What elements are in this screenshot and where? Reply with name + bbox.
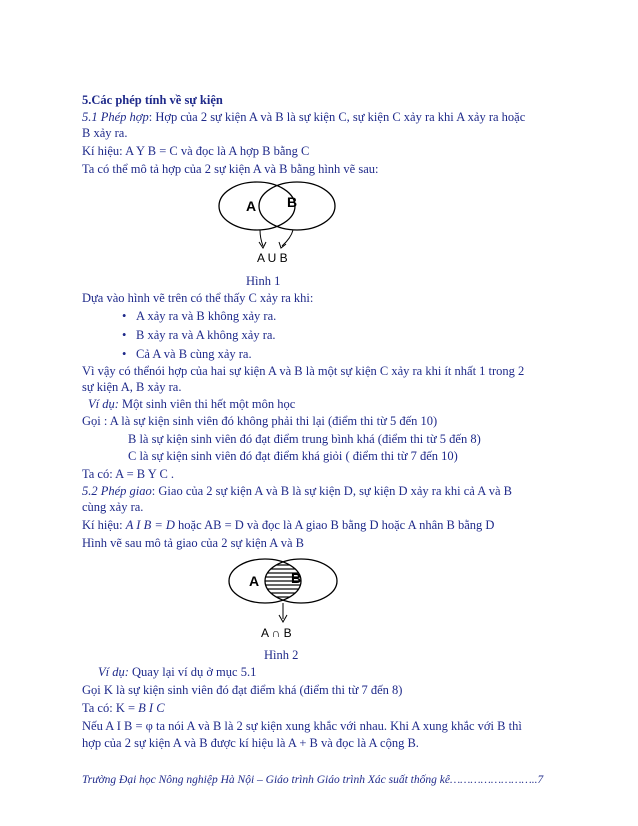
example1-result (82, 467, 174, 482)
example2-result (82, 701, 165, 716)
figure-1-caption: Hình 1 (246, 274, 281, 288)
venn-label-a: A (249, 573, 260, 589)
union-bullet-3: • Cả A và B cùng xảy ra. (136, 347, 252, 362)
union-bullet-2: • B xảy ra và A không xảy ra. (136, 328, 276, 343)
union-def-text: : Hợp của 2 sự kiện A và B là sự kiện C, sự kiện C xảy ra khi A xảy ra hoặc (148, 110, 526, 124)
venn-label-b: B (287, 194, 298, 210)
page-footer: Trường Đại học Nông nghiệp Hà Nội – Giáo trình Giáo trình Xác suất thống kê……………………..7 (82, 774, 544, 786)
example1-line (88, 397, 295, 412)
union-notation (82, 144, 309, 159)
intersection-diagram-intro: Hình vẽ sau mô tả giao của 2 sự kiện A và B (82, 536, 305, 550)
intersection-notation (82, 518, 494, 533)
example2-line (98, 665, 256, 680)
intersection-term: 5.2 Phép giao (82, 484, 152, 498)
union-def-text-2: B xảy ra. (82, 126, 128, 140)
intersection-notation-label: Kí hiệu: (82, 518, 123, 532)
union-observe: Dựa vào hình vẽ trên có thể thấy C xảy ra khi: (82, 291, 314, 305)
disjoint-line-1 (82, 719, 522, 734)
union-venn-diagram (215, 178, 340, 266)
disjoint-if-label: Nếu (82, 719, 103, 733)
union-definition (82, 110, 525, 125)
disjoint-line-2: hợp của 2 sự kiện A và B được kí hiệu là A + B và đọc là A cộng B. (82, 736, 419, 750)
example2-text: Quay lại ví dụ ở mục 5.1 (132, 665, 257, 679)
example2-result-label: Ta có: K = (82, 701, 136, 715)
disjoint-text: ta nói A và B là 2 sự kiện xung khắc với nhau. Khi A xung khắc với B thì (156, 719, 522, 733)
union-bullet-1: • A xảy ra và B không xảy ra. (136, 309, 276, 324)
intersection-notation-formula: A I B = D (125, 518, 175, 532)
section-title: 5.Các phép tính về sự kiện (82, 93, 223, 107)
union-result-label: A U B (257, 251, 288, 265)
example1-call-c: C là sự kiện sinh viên đó đạt điểm khá giỏi ( điểm thi từ 7 đến 10) (128, 449, 458, 463)
example1-call-b: B là sự kiện sinh viên đó đạt điểm trung bình khá (điểm thi từ 5 đến 8) (128, 432, 481, 446)
figure-2-caption: Hình 2 (264, 648, 299, 662)
example1-text: Một sinh viên thi hết một môn học (122, 397, 296, 411)
union-notation-text: và đọc là A hợp B bằng C (180, 144, 310, 158)
venn-label-a: A (246, 198, 257, 214)
union-diagram-intro: Ta có thể mô tả hợp của 2 sự kiện A và B bằng hình vẽ sau: (82, 162, 379, 176)
example2-call-k: Gọi K là sự kiện sinh viên đó đạt điểm khá (điểm thi từ 7 đến 8) (82, 683, 403, 697)
example2-label: Ví dụ: (98, 665, 129, 679)
union-conclusion-2: sự kiện A, B xảy ra. (82, 380, 182, 394)
union-notation-formula: A Y B = C (125, 144, 178, 158)
intersection-def-text: : Giao của 2 sự kiện A và B là sự kiện D, sự kiện D xảy ra khi cả A và B (151, 484, 512, 498)
union-arrow-right (282, 230, 293, 246)
example1-call-a: Gọi : A là sự kiện sinh viên đó không phải thi lại (điểm thi từ 5 đến 10) (82, 414, 438, 428)
union-term: 5.1 Phép hợp (82, 110, 149, 124)
intersection-notation-text: hoặc AB = D và đọc là A giao B bằng D hoặc A nhân B bằng D (178, 518, 495, 532)
example2-result-formula: B I C (138, 701, 165, 715)
venn-label-b: B (291, 570, 302, 586)
venn-circle-a (219, 182, 298, 230)
intersection-def-text-2: cùng xảy ra. (82, 500, 144, 514)
example1-result-formula: B Y C . (136, 467, 175, 481)
union-notation-label: Kí hiệu: (82, 144, 123, 158)
union-conclusion-1: Vì vậy có thểnói hợp của hai sự kiện A và B là một sự kiện C xảy ra khi ít nhất 1 trong 2 (82, 364, 525, 378)
intersection-definition (82, 484, 512, 499)
intersection-venn-diagram (225, 555, 345, 645)
disjoint-formula: A I B = φ (105, 719, 153, 733)
example1-result-label: Ta có: A = (82, 467, 134, 481)
example1-label: Ví dụ: (88, 397, 119, 411)
intersection-result-label: A ∩ B (261, 626, 292, 640)
